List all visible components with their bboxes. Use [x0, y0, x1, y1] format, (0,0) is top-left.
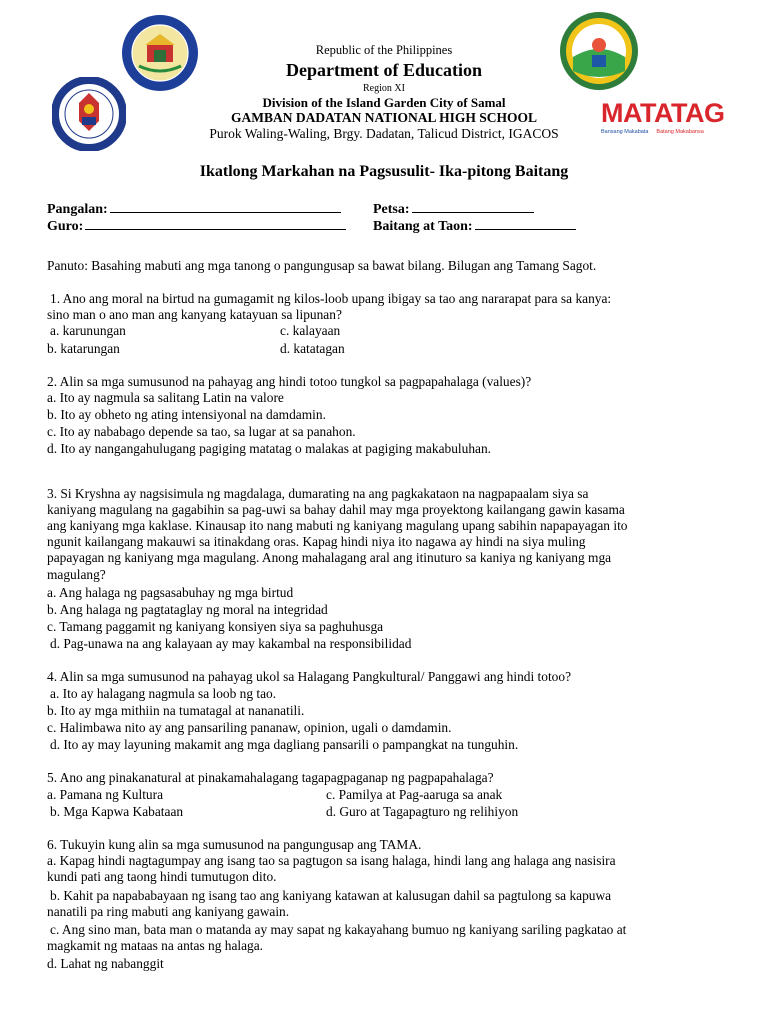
q3-stem-line1: 3. Si Kryshna ay nagsisimula ng magdalaga, dumarating na ang pagkakataon na nagpapaalam siya sa	[47, 486, 589, 501]
q6-choice-a-line1[interactable]: a. Kapag hindi nagtagumpay ang isang tao sa pagtugon sa isang halaga, hindi lang ang halaga ang nasisira	[47, 853, 616, 868]
q3-choice-d[interactable]: d. Pag-unawa na ang kalayaan ay may kakambal na responsibilidad	[50, 636, 412, 651]
q3-choice-a[interactable]: a. Ang halaga ng pagsasabuhay ng mga birtud	[47, 585, 294, 600]
q5-stem: 5. Ano ang pinakanatural at pinakamahalagang tagapagpaganap ng pagpapahalaga?	[47, 770, 494, 785]
q2-choice-d[interactable]: d. Ito ay nangangahulugang pagiging matatag o malakas at pagiging makabuluhan.	[47, 441, 491, 456]
q5-choice-b[interactable]: b. Mga Kapwa Kabataan	[50, 804, 184, 819]
q6-choice-c-line1[interactable]: c. Ang sino man, bata man o matanda ay may sapat ng kakayahang bumuo ng kaniyang sariling pagkatao at	[50, 922, 627, 937]
q4-choice-d[interactable]: d. Ito ay may layuning makamit ang mga dagliang pansarili o pampangkat na tunguhin.	[50, 737, 519, 752]
exam-title: Ikatlong Markahan na Pagsusulit- Ika-pitong Baitang	[199, 163, 569, 180]
q3-stem-line6: magulang?	[47, 567, 106, 582]
q1-stem-line2: sino man o ano man ang kanyang katayuan sa lipunan?	[47, 307, 342, 322]
q6-choice-a-line2[interactable]: kundi pati ang taong hindi tumutugon dito.	[47, 869, 277, 884]
instructions: Panuto: Basahing mabuti ang mga tanong o pangungusap sa bawat bilang. Bilugan ang Tamang Sagot.	[47, 258, 597, 273]
header-school: GAMBAN DADATAN NATIONAL HIGH SCHOOL	[230, 110, 538, 125]
matatag-logo-text: MATATAG	[601, 98, 725, 128]
q2-choice-a[interactable]: a. Ito ay nagmula sa salitang Latin na valore	[47, 390, 284, 405]
header-republic: Republic of the Philippines	[315, 43, 453, 57]
header-region: Region XI	[363, 83, 405, 94]
q5-choice-c[interactable]: c. Pamilya at Pag-aaruga sa anak	[326, 787, 503, 802]
name-blank[interactable]	[110, 200, 341, 213]
grade-year-blank[interactable]	[475, 217, 576, 230]
name-label: Pangalan:	[47, 202, 108, 217]
teacher-blank[interactable]	[85, 217, 346, 230]
q6-stem: 6. Tukuyin kung alin sa mga sumusunod na pangungusap ang TAMA.	[47, 837, 422, 852]
q3-stem-line5: papayagan ng kaniyang mga magulang. Anong mahalagang aral ang itinuturo sa kaniya ng kaniyang mga	[47, 550, 612, 565]
teacher-field[interactable]	[47, 217, 346, 235]
matatag-tagline-2: Batang Makabansa	[656, 129, 704, 135]
q4-stem: 4. Alin sa mga sumusunod na pahayag ukol sa Halagang Pangkultural/ Panggawi ang hindi totoo?	[47, 669, 572, 684]
q2-choice-c[interactable]: c. Ito ay nababago depende sa tao, sa lugar at sa panahon.	[47, 424, 356, 439]
q6-choice-b-line2[interactable]: nanatili pa ring mabuti ang kaniyang gawain.	[47, 904, 290, 919]
q3-choice-c[interactable]: c. Tamang paggamit ng kaniyang konsiyen siya sa paghuhusga	[47, 619, 384, 634]
q4-choice-b[interactable]: b. Ito ay mga mithiin na tumatagal at nananatili.	[47, 703, 305, 718]
date-blank[interactable]	[412, 200, 534, 213]
q1-choice-b[interactable]: b. katarungan	[47, 341, 120, 356]
name-field[interactable]	[47, 200, 341, 218]
q1-choice-c[interactable]: c. kalayaan	[280, 323, 341, 338]
q6-choice-d[interactable]: d. Lahat ng nabanggit	[47, 956, 164, 971]
q4-choice-c[interactable]: c. Halimbawa nito ay ang pansariling pananaw, opinion, ugali o damdamin.	[47, 720, 452, 735]
q3-stem-line2: kaniyang magulang na gagabihin sa pag-uwi sa bahay dahil may mga proyektong kailangang gawin kasama	[47, 502, 625, 517]
q1-stem-line1: 1. Ano ang moral na birtud na gumagamit ng kilos-loob upang ibigay sa tao ang nararapat para sa kanya:	[50, 291, 612, 306]
date-label: Petsa:	[373, 202, 410, 217]
q6-choice-b-line1[interactable]: b. Kahit pa napababayaan ng isang tao ang kaniyang katawan at kalusugan dahil sa pagtulong sa kapuwa	[50, 888, 612, 903]
header-division: Division of the Island Garden City of Samal	[262, 95, 506, 110]
header-department: Department of Education	[286, 60, 482, 80]
q3-stem-line4: ngunit kailangang makauwi sa itinakdang oras. Kapag hindi niya ito nagawa ay hindi na siya muling	[47, 534, 586, 549]
q2-stem: 2. Alin sa mga sumusunod na pahayag ang hindi totoo tungkol sa pagpapahalaga (values)?	[47, 374, 532, 389]
q3-stem-line3: ang kaniyang mga kaklase. Kinausap ito nang mabuti ng kaniyang magulang upang sabihin napapayagan ito	[47, 518, 628, 533]
grade-year-label: Baitang at Taon:	[373, 219, 473, 234]
q4-choice-a[interactable]: a. Ito ay halagang nagmula sa loob ng tao.	[50, 686, 277, 701]
q6-choice-c-line2[interactable]: magkamit ng mataas na antas ng halaga.	[47, 938, 264, 953]
teacher-label: Guro:	[47, 219, 84, 234]
q2-choice-b[interactable]: b. Ito ay obheto ng ating intensiyonal na damdamin.	[47, 407, 326, 422]
grade-year-field[interactable]	[373, 217, 576, 235]
q5-choice-d[interactable]: d. Guro at Tagapagturo ng relihiyon	[326, 804, 519, 819]
q1-choice-d[interactable]: d. katatagan	[280, 341, 345, 356]
q5-choice-a[interactable]: a. Pamana ng Kultura	[47, 787, 164, 802]
date-field[interactable]	[373, 200, 534, 218]
header-address: Purok Waling-Waling, Brgy. Dadatan, Talicud District, IGACOS	[209, 126, 559, 141]
q1-choice-a[interactable]: a. karunungan	[50, 323, 126, 338]
q3-choice-b[interactable]: b. Ang halaga ng pagtataglay ng moral na integridad	[47, 602, 328, 617]
matatag-tagline-1: Bansang Makabata	[601, 129, 649, 135]
